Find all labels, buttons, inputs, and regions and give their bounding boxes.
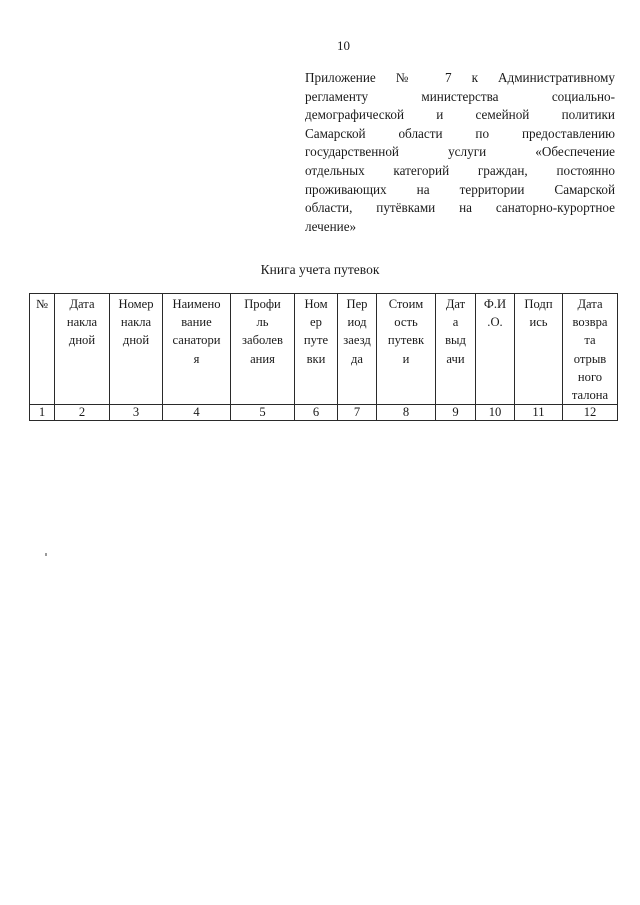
- voucher-register-table: [29, 293, 618, 421]
- scan-speck: [45, 553, 47, 556]
- header-line: та: [584, 333, 596, 348]
- appendix-line: отдельных категорий граждан, постоянно: [305, 162, 615, 178]
- header-line: ись: [529, 315, 548, 330]
- appendix-line: проживающих на территории Самарской: [305, 181, 615, 197]
- header-cell-invoice-number: [110, 294, 163, 405]
- document-title: Книга учета путевок: [260, 262, 380, 277]
- header-line: вки: [306, 351, 326, 366]
- header-line: я: [193, 351, 200, 366]
- header-line: №: [35, 297, 49, 311]
- header-cell-coupon-return-date: [563, 294, 618, 405]
- header-cell-voucher-cost: [377, 294, 436, 405]
- column-number-row: [30, 405, 618, 421]
- header-line: Ф.И: [483, 297, 507, 311]
- appendix-line: Приложение № 7 к Административному: [305, 70, 615, 85]
- column-number-cell: 8: [377, 405, 436, 421]
- header-line: Наимено: [172, 297, 221, 311]
- column-number-cell: 9: [436, 405, 476, 421]
- column-number-cell: 12: [563, 405, 618, 421]
- header-line: дной: [68, 333, 96, 348]
- column-number-cell: 7: [338, 405, 377, 421]
- header-line: дной: [122, 333, 150, 348]
- header-cell-number: [30, 294, 55, 405]
- header-line: Пер: [346, 297, 368, 311]
- column-number-cell: 3: [110, 405, 163, 421]
- header-line: Стоим: [388, 297, 424, 311]
- header-line: заезд: [343, 333, 371, 348]
- header-line: вание: [181, 315, 212, 330]
- header-line: Номер: [118, 297, 154, 311]
- header-cell-sanatorium-name: [163, 294, 231, 405]
- appendix-line: государственной услуги «Обеспечение: [305, 144, 615, 160]
- header-line: и: [402, 351, 410, 366]
- header-cell-issue-date: [436, 294, 476, 405]
- column-number-cell: 11: [515, 405, 563, 421]
- header-line: Дат: [445, 297, 466, 311]
- header-line: а: [452, 315, 459, 330]
- header-line: .О.: [487, 315, 503, 330]
- header-line: Профи: [244, 297, 281, 311]
- header-line: накла: [120, 315, 152, 330]
- header-line: иод: [347, 315, 367, 330]
- column-number-cell: 10: [476, 405, 515, 421]
- column-number-cell: 4: [163, 405, 231, 421]
- appendix-line: демографической и семейной политики: [305, 107, 615, 123]
- header-line: Ном: [304, 297, 328, 311]
- header-line: заболев: [242, 333, 283, 348]
- column-number-cell: 5: [231, 405, 295, 421]
- header-cell-invoice-date: [55, 294, 110, 405]
- header-line: путе: [303, 333, 329, 348]
- appendix-line: области, путёвками на санаторно-курортное: [305, 200, 615, 216]
- table-header-row: [30, 294, 618, 405]
- appendix-line: Самарской области по предоставлению: [305, 125, 615, 141]
- header-cell-full-name: [476, 294, 515, 405]
- header-cell-voucher-number: [295, 294, 338, 405]
- header-line: талона: [571, 388, 609, 403]
- appendix-line: регламенту министерства социально-: [305, 88, 615, 104]
- header-line: Подп: [524, 297, 553, 311]
- header-line: Дата: [577, 297, 603, 311]
- column-number-cell: 2: [55, 405, 110, 421]
- header-line: ость: [394, 315, 418, 330]
- header-line: ного: [577, 369, 603, 384]
- header-line: ания: [250, 351, 275, 366]
- header-line: Дата: [69, 297, 95, 311]
- header-line: накла: [66, 315, 98, 330]
- appendix-line: лечение»: [305, 218, 357, 234]
- column-number-cell: 1: [30, 405, 55, 421]
- header-line: ер: [310, 315, 322, 330]
- header-line: путевк: [387, 333, 425, 348]
- header-line: ль: [256, 315, 269, 330]
- header-cell-disease-profile: [231, 294, 295, 405]
- header-cell-signature: [515, 294, 563, 405]
- header-line: возвра: [572, 315, 608, 330]
- header-line: санатори: [172, 333, 221, 348]
- header-line: выд: [445, 333, 466, 348]
- header-cell-arrival-period: [338, 294, 377, 405]
- header-line: отрыв: [573, 351, 607, 366]
- appendix-note: [305, 69, 615, 236]
- header-line: да: [351, 351, 363, 366]
- header-line: ачи: [446, 351, 465, 366]
- page-number: 10: [337, 38, 350, 53]
- column-number-cell: 6: [295, 405, 338, 421]
